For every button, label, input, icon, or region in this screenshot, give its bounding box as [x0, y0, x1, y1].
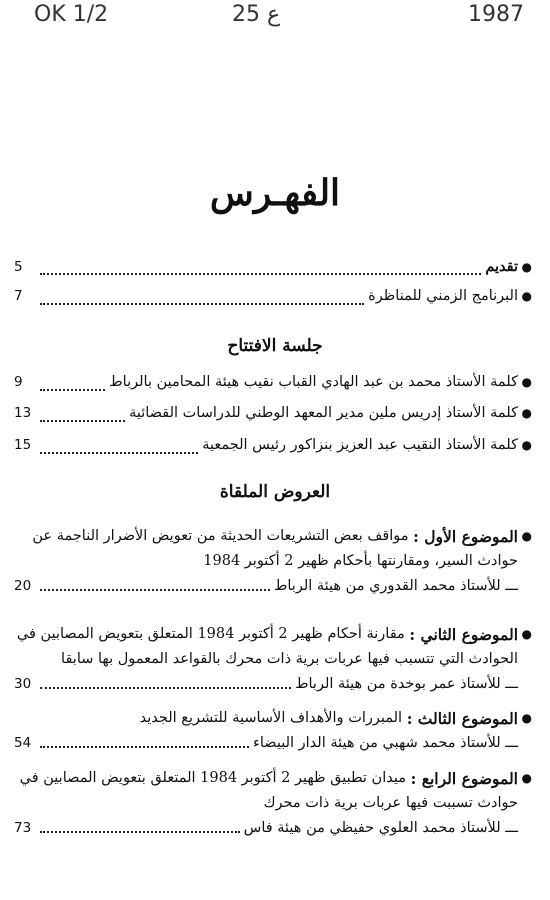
leader-dots: [40, 410, 125, 422]
bullet-icon: ●: [521, 438, 532, 452]
topic-line: مقارنة أحكام ظهير 2 أكتوبر 1984 المتعلق بتعويض المصابين في: [16, 626, 405, 642]
leader-dots: [40, 821, 240, 833]
leader-dots: [40, 293, 364, 305]
section-heading-opening: جلسة الافتتاح: [227, 336, 323, 356]
handwritten-year: 1987: [468, 2, 524, 27]
page-title: الفهـرس: [209, 172, 341, 214]
toc-page-number: 5: [14, 259, 23, 275]
bullet-icon: ●: [521, 771, 532, 785]
toc-topic-4[interactable]: [14, 766, 532, 838]
toc-page-number: 73: [14, 820, 32, 836]
toc-page-number: 54: [14, 735, 32, 751]
topic-lead: الموضوع الرابع :: [410, 769, 518, 788]
leader-dots: [40, 736, 249, 748]
toc-topic-3[interactable]: [14, 706, 532, 753]
handwritten-code: OK 1/2: [34, 2, 109, 27]
topic-line: مواقف بعض التشريعات الحديثة من تعويض الأضرار الناجمة عن: [32, 528, 409, 544]
toc-entry-opening-3[interactable]: [14, 437, 532, 459]
toc-author-row: [14, 672, 532, 694]
topic-author: ـــ للأستاذ محمد العلوي حفيظي من هيئة فاس: [243, 820, 518, 836]
handwritten-number: ع 25: [232, 2, 281, 27]
toc-author-row: [14, 574, 532, 596]
topic-author: ـــ للأستاذ محمد شهبي من هيئة الدار البيضاء: [253, 735, 518, 751]
bullet-icon: ●: [521, 529, 532, 543]
bullet-icon: ●: [521, 711, 532, 725]
toc-author-row: [14, 731, 532, 753]
topic-line: حوادث السير، ومقارنتها بأحكام ظهير 2 أكتوبر 1984: [203, 553, 518, 569]
topic-line: ميدان تطبيق ظهير 2 أكتوبر 1984 المتعلق بتعويض المصابين في: [19, 770, 406, 786]
topic-author: ـــ للأستاذ عمر بوخدة من هيئة الرباط: [295, 676, 518, 692]
toc-entry-label: كلمة الأستاذ النقيب عبد العزيز بنزاكور رئيس الجمعية: [202, 437, 518, 453]
toc-entry-opening-2[interactable]: [14, 405, 532, 427]
bullet-icon: ●: [521, 627, 532, 641]
toc-page-number: 15: [14, 437, 32, 453]
toc-topic-1[interactable]: [14, 524, 532, 596]
bullet-icon: ●: [521, 289, 532, 303]
toc-entry-label: كلمة الأستاذ إدريس ملين مدير المعهد الوطني للدراسات القضائية: [129, 405, 518, 421]
toc-entry-opening-1[interactable]: [14, 374, 532, 396]
topic-line: الحوادث التي تتسبب فيها عربات برية ذات محرك بالقواعد المعمول بها سابقا: [61, 651, 518, 667]
topic-lead: الموضوع الأول :: [413, 527, 518, 546]
topic-lead: الموضوع الثالث :: [406, 709, 518, 728]
toc-entry-label: كلمة الأستاذ محمد بن عبد الهادي القباب نقيب هيئة المحامين بالرباط: [109, 374, 518, 390]
toc-entry-label: البرنامج الزمني للمناظرة: [368, 288, 518, 304]
toc-page-number: 30: [14, 676, 32, 692]
leader-dots: [40, 379, 105, 391]
toc-entry-program[interactable]: [14, 288, 532, 310]
leader-dots: [40, 579, 270, 591]
bullet-icon: ●: [521, 260, 532, 274]
topic-line: المبررات والأهداف الأساسية للتشريع الجديد: [139, 710, 403, 726]
bullet-icon: ●: [521, 406, 532, 420]
bullet-icon: ●: [521, 375, 532, 389]
toc-page-number: 20: [14, 578, 32, 594]
topic-author: ـــ للأستاذ محمد القدوري من هيئة الرباط: [273, 578, 518, 594]
toc-topic-2[interactable]: [14, 622, 532, 694]
section-heading-papers: العروض الملقاة: [219, 482, 331, 502]
toc-entry-intro[interactable]: [14, 258, 532, 280]
toc-author-row: [14, 816, 532, 838]
leader-dots: [40, 263, 481, 275]
topic-lead: الموضوع الثاني :: [409, 625, 518, 644]
leader-dots: [40, 442, 198, 454]
toc-entry-label: تقديم: [485, 258, 518, 275]
toc-page-number: 9: [14, 374, 23, 390]
leader-dots: [40, 677, 291, 689]
topic-line: حوادث تسببت فيها عربات برية ذات محرك: [263, 795, 518, 811]
toc-page-number: 13: [14, 405, 32, 421]
toc-page-number: 7: [14, 288, 23, 304]
